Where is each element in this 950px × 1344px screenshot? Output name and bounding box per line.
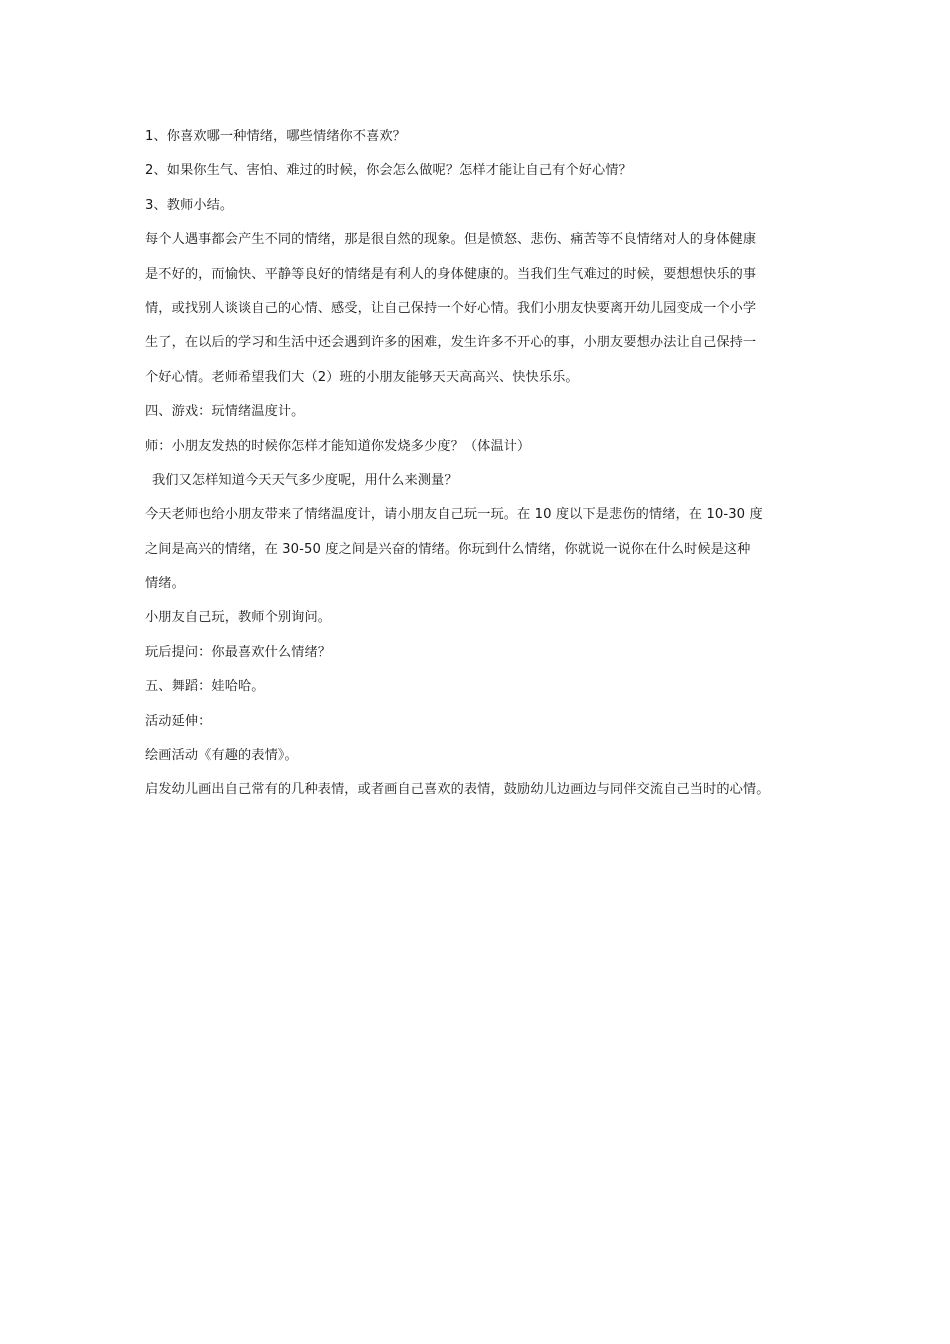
teacher-question: 师：小朋友发热的时候你怎样才能知道你发烧多少度？（体温计） — [145, 438, 531, 454]
thermometer-paragraph-line-2: 之间是高兴的情绪，在 30-50 度之间是兴奋的情绪。你玩到什么情绪，你就说一说你在什么时候是这种 — [145, 541, 751, 557]
after-play-question: 玩后提问：你最喜欢什么情绪？ — [145, 644, 332, 660]
summary-paragraph-line-5: 个好心情。老师希望我们大（2）班的小朋友能够天天高高兴、快快乐乐。 — [145, 369, 579, 385]
thermometer-paragraph-line-3: 情绪。 — [145, 576, 185, 592]
section-four-heading: 四、游戏：玩情绪温度计。 — [145, 404, 305, 420]
summary-paragraph-line-1: 每个人遇事都会产生不同的情绪，那是很自然的现象。但是愤怒、悲伤、痛苦等不良情绪对人的身体健康 — [145, 232, 757, 248]
summary-paragraph-line-4: 生了，在以后的学习和生活中还会遇到许多的困难，发生许多不开心的事，小朋友要想办法让自己保持一 — [145, 335, 757, 351]
drawing-activity: 绘画活动《有趣的表情》。 — [145, 748, 298, 764]
question-2: 2、如果你生气、害怕、难过的时候，你会怎么做呢？怎样才能让自己有个好心情？ — [145, 163, 632, 179]
section-five-heading: 五、舞蹈：娃哈哈。 — [145, 679, 265, 695]
summary-paragraph-line-3: 情，或找别人谈谈自己的心情、感受，让自己保持一个好心情。我们小朋友快要离开幼儿园变成一个小学 — [145, 300, 757, 316]
children-play-line: 小朋友自己玩，教师个别询问。 — [145, 610, 332, 626]
document-body — [145, 127, 825, 815]
summary-paragraph-line-2: 是不好的，而愉快、平静等良好的情绪是有利人的身体健康的。当我们生气难过的时候，要想想快乐的事 — [145, 266, 757, 282]
drawing-instructions: 启发幼儿画出自己常有的几种表情，或者画自己喜欢的表情，鼓励幼儿边画边与同伴交流自己当时的心情。 — [145, 782, 770, 798]
teacher-summary-heading: 3、教师小结。 — [145, 197, 234, 213]
question-1: 1、你喜欢哪一种情绪，哪些情绪你不喜欢？ — [145, 129, 406, 144]
extension-heading: 活动延伸： — [145, 713, 212, 729]
weather-question: 我们又怎样知道今天天气多少度呢，用什么来测量？ — [152, 472, 458, 488]
thermometer-paragraph-line-1: 今天老师也给小朋友带来了情绪温度计，请小朋友自己玩一玩。在 10 度以下是悲伤的情绪，在 10-30 度 — [145, 507, 763, 523]
